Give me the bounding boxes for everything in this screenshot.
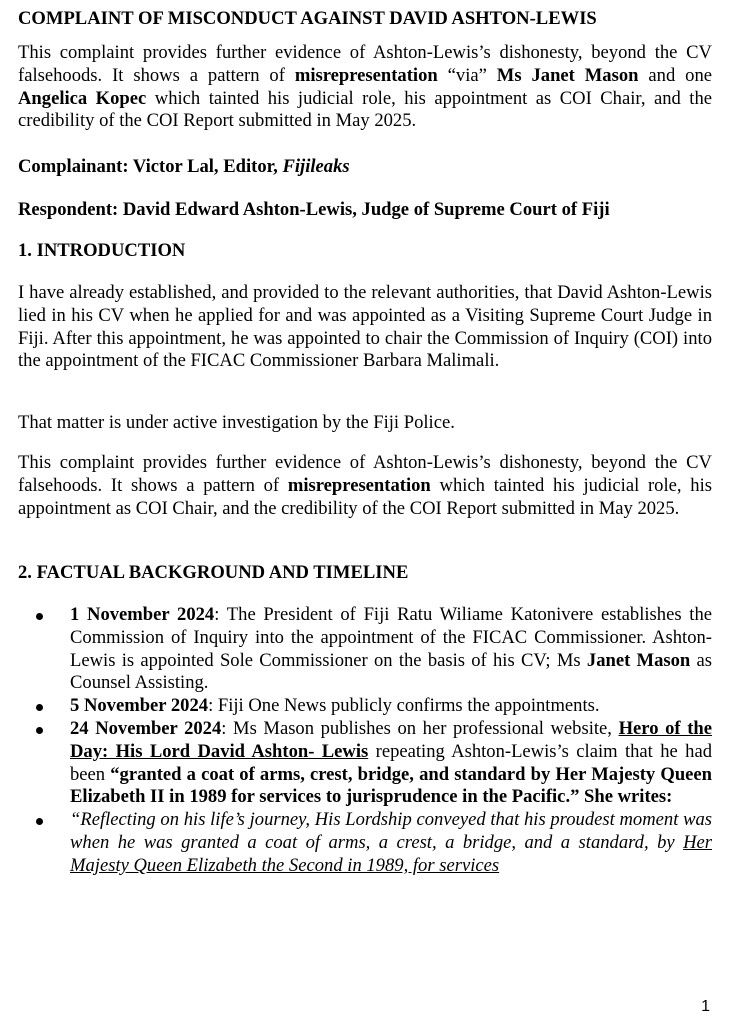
timeline-list <box>18 604 712 878</box>
timeline-date: 5 November 2024 <box>70 695 209 717</box>
bullet-icon <box>36 704 43 711</box>
list-item <box>18 809 712 877</box>
hero-of-the-day-link[interactable]: Hero of the Day: His Lord David Ashton- Lewis <box>70 717 712 762</box>
complainant-line <box>18 156 712 179</box>
complainant-label: Complainant: Victor Lal, Editor, <box>18 156 283 177</box>
intro-text-4: which tainted his judicial role, his appointment as COI Chair, and the credibility of the COI Report submitted in May 2025. <box>18 87 712 132</box>
bullet-icon <box>36 818 43 825</box>
respondent-line: Respondent: David Edward Ashton-Lewis, Judge of Supreme Court of Fiji <box>18 199 610 220</box>
intro-text-3: and one <box>638 64 712 86</box>
page-number: 1 <box>701 998 710 1015</box>
quote-underlined-text: Her Majesty Queen Elizabeth the Second in 1989, for services <box>70 831 712 876</box>
timeline-text: repeating Ashton-Lewis’s claim that he had been <box>70 740 712 785</box>
document-title: COMPLAINT OF MISCONDUCT AGAINST DAVID ASHTON-LEWIS <box>18 8 597 29</box>
list-item <box>18 604 712 695</box>
bullet-icon <box>36 613 43 620</box>
section-1-paragraph-3 <box>18 452 712 520</box>
intro-text-1: This complaint provides further evidence of Ashton-Lewis’s dishonesty, beyond the CV falsehoods. It shows a pattern of <box>18 42 712 86</box>
timeline-text: : Ms Mason publishes on her professional website, <box>221 717 619 739</box>
section-2-heading: 2. FACTUAL BACKGROUND AND TIMELINE <box>18 562 409 583</box>
list-item <box>18 695 712 718</box>
timeline-date: 24 November 2024 <box>70 717 222 739</box>
quote-italic-text: “Reflecting on his life’s journey, His Lordship conveyed that his proudest moment was when he was granted a coat of arms, a crest, a bridge, and a standard, by <box>70 809 712 853</box>
intro-bold-angelica-kopec: Angelica Kopec <box>18 87 147 109</box>
list-item <box>18 718 712 809</box>
timeline-date: 1 November 2024 <box>70 604 215 625</box>
section-1-paragraph-1: I have already established, and provided to the relevant authorities, that David Ashton-Lewis lied in his CV when he applied for and was appointed as a Visiting Supreme Court Judge in Fiji. After this appointment, he was appointed to chair the Commission of Inquiry (COI) into the appointment of the FICAC Commissioner Barbara Malimali. <box>18 282 712 372</box>
timeline-text: : The President of Fiji Ratu Wiliame Katonivere establishes the Commission of Inquiry into the appointment of the FICAC Commissioner. Ashton-Lewis is appointed Sole Commissioner on the basis of his CV; Ms <box>70 604 713 671</box>
complainant-publication: Fijileaks <box>282 156 350 177</box>
p3-text-2: which tainted his judicial role, his appointment as COI Chair, and the credibility of the COI Report submitted in May 2025. <box>18 474 712 519</box>
section-1-heading: 1. INTRODUCTION <box>18 240 186 261</box>
timeline-text: as Counsel Assisting. <box>70 649 713 694</box>
p3-bold-misrepresentation: misrepresentation <box>287 474 431 496</box>
timeline-text: : Fiji One News publicly confirms the appointments. <box>208 695 600 717</box>
p3-text-1: This complaint provides further evidence of Ashton-Lewis’s dishonesty, beyond the CV falsehoods. It shows a pattern of <box>18 452 712 496</box>
timeline-bold-quote: “granted a coat of arms, crest, bridge, and standard by Her Majesty Queen Elizabeth II in 1989 for services to jurisprudence in the Pacific.” She writes: <box>70 763 713 808</box>
intro-text-2: “via” <box>437 64 497 86</box>
bullet-icon <box>36 727 43 734</box>
intro-bold-misrepresentation: misrepresentation <box>294 64 438 86</box>
intro-paragraph <box>18 42 712 133</box>
timeline-bold-name: Janet Mason <box>586 649 691 671</box>
section-1-paragraph-2: That matter is under active investigation by the Fiji Police. <box>18 412 455 433</box>
intro-bold-janet-mason: Ms Janet Mason <box>496 64 639 86</box>
